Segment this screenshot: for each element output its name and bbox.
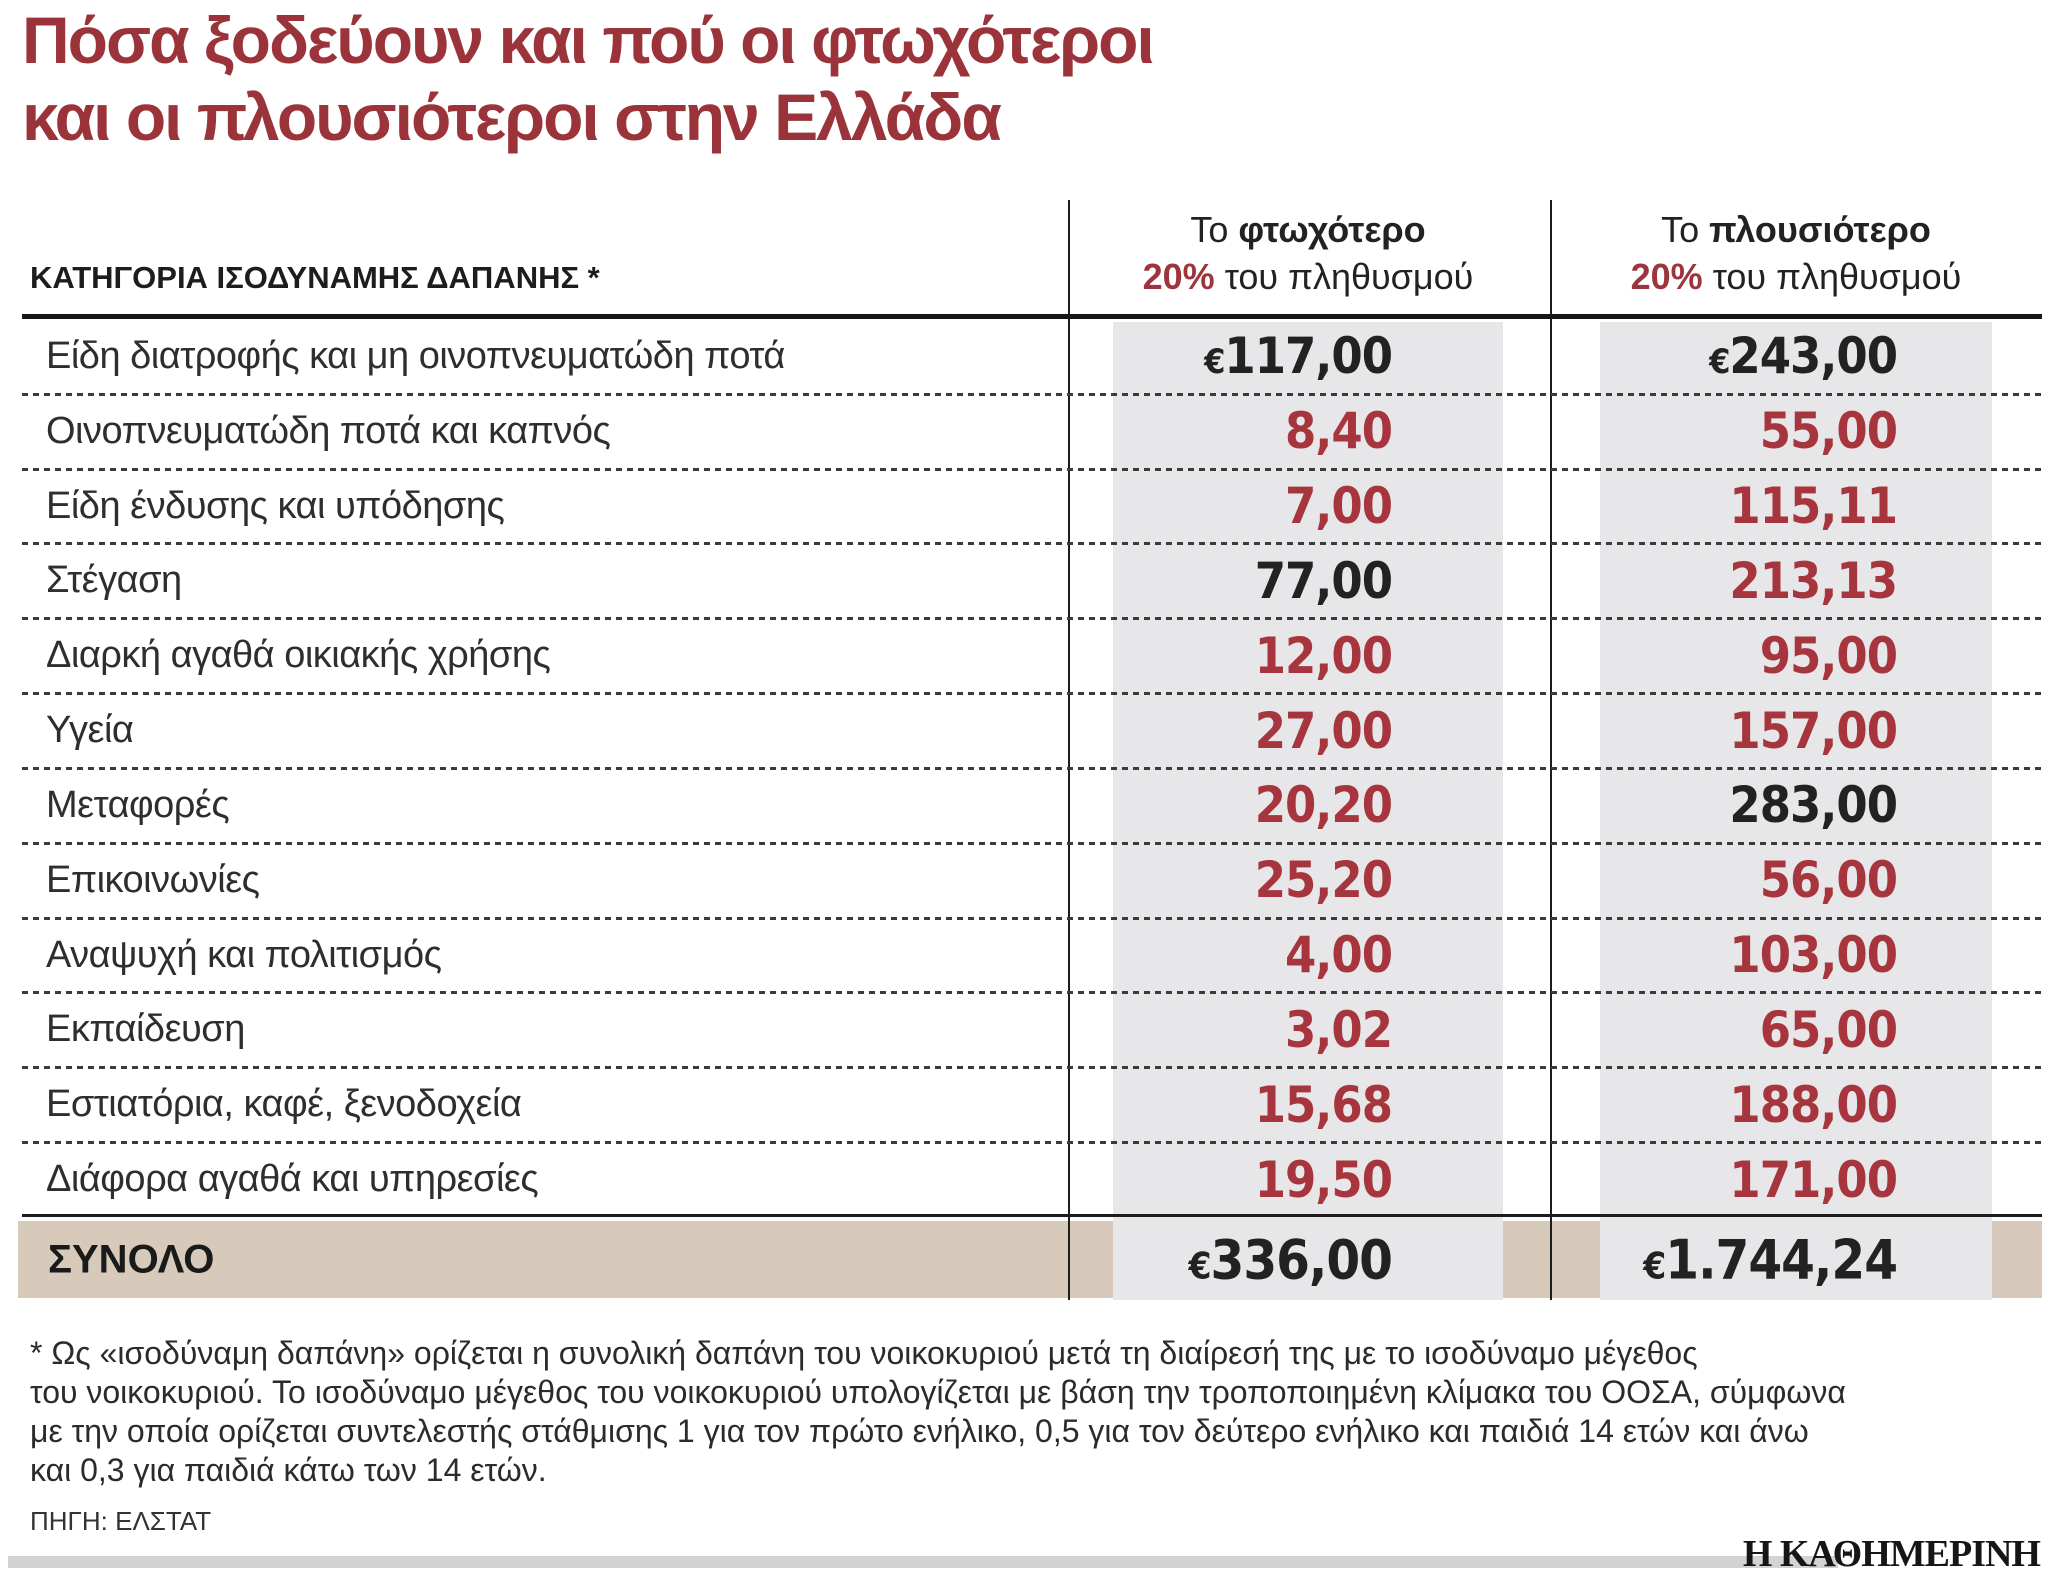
table-row [22, 469, 2042, 544]
total-poor-value: €336,00 [1188, 1228, 1392, 1291]
total-rich-value: €1.744,24 [1643, 1228, 1897, 1291]
row-category-label: Είδη ένδυσης και υπόδησης [46, 484, 505, 527]
title-line-1: Πόσα ξοδεύουν και πού οι φτωχότεροι [22, 3, 1153, 77]
table-row [22, 543, 2042, 618]
rich-value: 115,11 [1729, 477, 1897, 536]
poor-column-header [1088, 206, 1528, 300]
footnote-line: του νοικοκυριού. Το ισοδύναμο μέγεθος του νοικοκυριού υπολογίζεται με βάση την τροποποιημένη κλίμακα του ΟΟΣΑ, σύμφωνα [30, 1374, 1846, 1410]
table-row [22, 319, 2042, 394]
title-line-2: και οι πλουσιότεροι στην Ελλάδα [22, 80, 1000, 154]
poor-value: 25,20 [1254, 851, 1392, 910]
kathimerini-logo: Η ΚΑΘΗΜΕΡΙΝΗ [1742, 1533, 2040, 1575]
row-category-label: Επικοινωνίες [46, 858, 260, 901]
poor-value: 77,00 [1254, 551, 1392, 610]
total-label: ΣΥΝΟΛΟ [48, 1237, 215, 1281]
rich-value: 171,00 [1729, 1150, 1897, 1209]
table-row [22, 394, 2042, 469]
page-title [22, 2, 1153, 156]
poor-value: 20,20 [1254, 776, 1392, 835]
poor-value: 27,00 [1254, 701, 1392, 760]
table-body [22, 319, 2042, 1217]
rich-value: 56,00 [1759, 851, 1897, 910]
footer-bar [8, 1556, 1838, 1568]
table-row [22, 918, 2042, 993]
table-row [22, 1142, 2042, 1217]
euro-sign: € [1643, 1244, 1666, 1287]
row-category-label: Εστιατόρια, καφέ, ξενοδοχεία [46, 1083, 522, 1126]
row-category-label: Στέγαση [46, 559, 182, 602]
row-category-label: Υγεία [46, 709, 134, 752]
row-category-label: Είδη διατροφής και μη οινοπνευματώδη ποτά [46, 334, 785, 377]
row-category-label: Μεταφορές [46, 783, 230, 826]
category-column-header: ΚΑΤΗΓΟΡΙΑ ΙΣΟΔΥΝΑΜΗΣ ΔΑΠΑΝΗΣ * [30, 260, 600, 295]
table-row [22, 1067, 2042, 1142]
table-row [22, 843, 2042, 918]
poor-value: 19,50 [1254, 1150, 1392, 1209]
table-row [22, 768, 2042, 843]
row-category-label: Διαρκή αγαθά οικιακής χρήσης [46, 634, 551, 677]
row-category-label: Εκπαίδευση [46, 1008, 245, 1051]
rich-value: 55,00 [1759, 402, 1897, 461]
rich-value: 283,00 [1729, 776, 1897, 835]
rich-value: 103,00 [1729, 926, 1897, 985]
rich-header-line-2: 20% του πληθυσμού [1630, 256, 1962, 297]
rich-value: €243,00 [1709, 327, 1897, 386]
row-category-label: Αναψυχή και πολιτισμός [46, 933, 442, 976]
row-category-label: Διάφορα αγαθά και υπηρεσίες [46, 1158, 539, 1201]
footnote-line: με την οποία ορίζεται συντελεστής στάθμισης 1 για τον πρώτο ενήλικο, 0,5 για τον δεύτερο ενήλικο και παιδιά 14 ετών και άνω [30, 1413, 1809, 1449]
row-category-label: Οινοπνευματώδη ποτά και καπνός [46, 409, 611, 452]
poor-value: 3,02 [1285, 1000, 1392, 1059]
rich-header-line-1: Το πλουσιότερο [1661, 209, 1931, 250]
table-row [22, 992, 2042, 1067]
poor-value: 8,40 [1285, 402, 1392, 461]
rich-value: 157,00 [1729, 701, 1897, 760]
source-credit: ΠΗΓΗ: ΕΛΣΤΑΤ [30, 1506, 212, 1536]
rich-value: 65,00 [1759, 1000, 1897, 1059]
table-row [22, 618, 2042, 693]
footnote [30, 1334, 2010, 1490]
rich-value: 213,13 [1729, 551, 1897, 610]
table-row [22, 693, 2042, 768]
poor-value: 12,00 [1254, 626, 1392, 685]
poor-value: 15,68 [1254, 1075, 1392, 1134]
poor-value: 7,00 [1285, 477, 1392, 536]
rich-value: 188,00 [1729, 1075, 1897, 1134]
rich-column-header [1578, 206, 2014, 300]
euro-sign: € [1188, 1244, 1211, 1287]
poor-value: €117,00 [1204, 327, 1392, 386]
total-row [22, 1221, 2042, 1298]
poor-header-line-1: Το φτωχότερο [1190, 209, 1426, 250]
euro-sign: € [1709, 342, 1730, 383]
footnote-line: και 0,3 για παιδιά κάτω των 14 ετών. [30, 1452, 547, 1488]
footnote-line: * Ως «ισοδύναμη δαπάνη» ορίζεται η συνολική δαπάνη του νοικοκυριού μετά τη διαίρεσή της με το ισοδύναμο μέγεθος [30, 1335, 1698, 1371]
rich-value: 95,00 [1759, 626, 1897, 685]
poor-header-line-2: 20% του πληθυσμού [1142, 256, 1474, 297]
euro-sign: € [1204, 342, 1225, 383]
poor-value: 4,00 [1285, 926, 1392, 985]
